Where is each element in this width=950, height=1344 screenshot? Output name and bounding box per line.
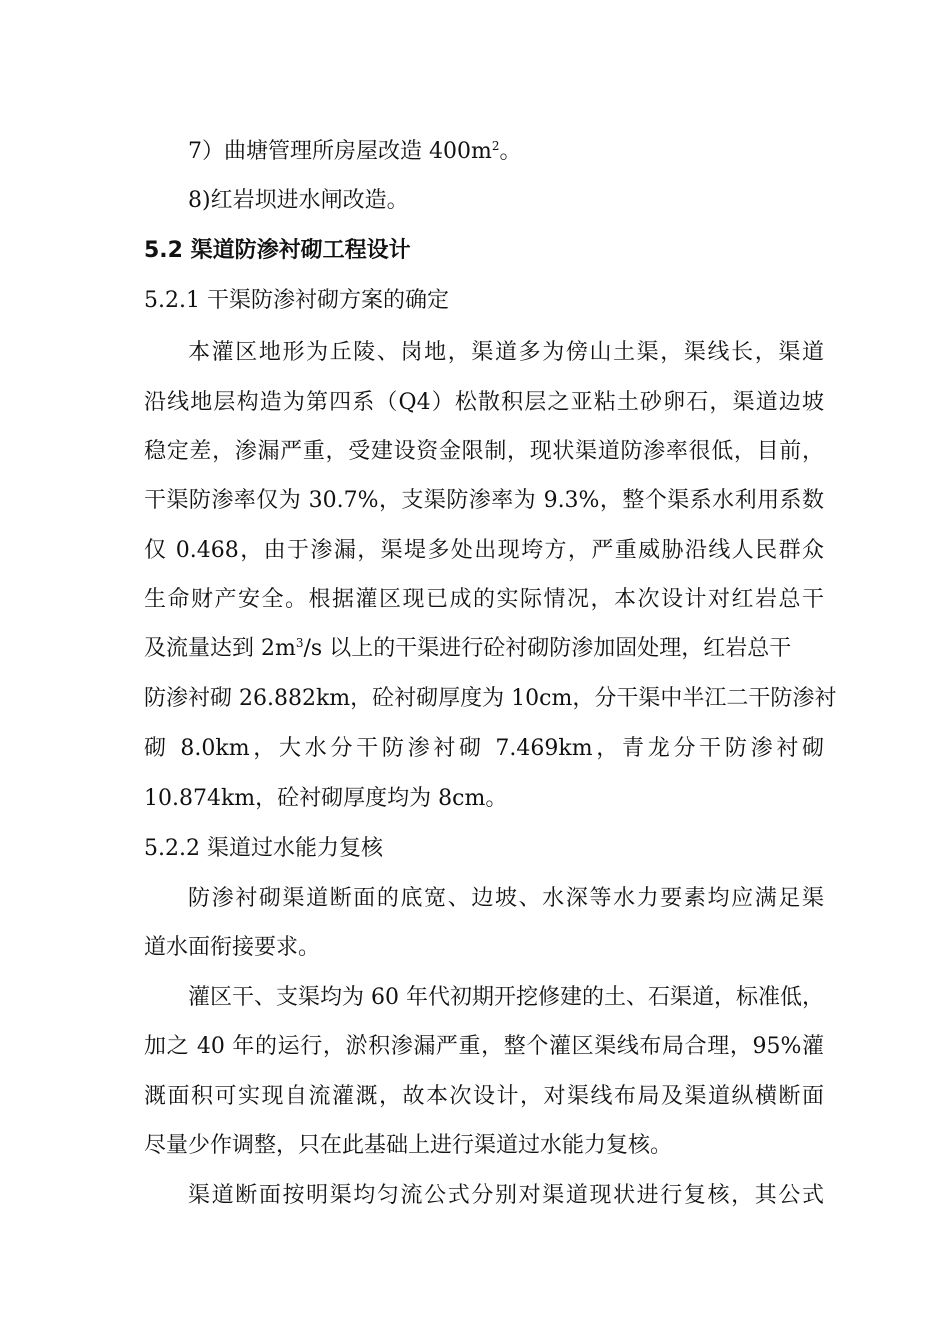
flow-superscript: 3 [295, 636, 304, 650]
paragraph-line: 干渠防渗率仅为 30.7%，支渠防渗率为 9.3%，整个渠系水利用系数 [144, 488, 824, 513]
paragraph-line: 生命财产安全。根据灌区现已成的实际情况，本次设计对红岩总干 [144, 587, 824, 612]
item-7-text: 7）曲塘管理所房屋改造 400m [188, 139, 492, 164]
flow-text-b: /s 以上的干渠进行砼衬砌防渗加固处理，红岩总干 [303, 636, 792, 661]
section-heading-5-2: 5.2 渠道防渗衬砌工程设计 [144, 238, 411, 263]
paragraph-line: 10.874km，砼衬砌厚度均为 8cm。 [144, 786, 508, 811]
flow-text-a: 及流量达到 2m [144, 636, 296, 661]
paragraph-line: 道水面衔接要求。 [144, 935, 321, 960]
paragraph-line: 防渗衬砌 26.882km，砼衬砌厚度为 10cm，分干渠中半江二干防渗衬 [144, 686, 837, 711]
paragraph-line: 渠道断面按明渠均匀流公式分别对渠道现状进行复核，其公式 [188, 1183, 824, 1208]
paragraph-line: 稳定差，渗漏严重，受建设资金限制，现状渠道防渗率很低，目前， [144, 439, 824, 464]
item-7-end: 。 [499, 139, 522, 164]
paragraph-line: 沿线地层构造为第四系（Q4）松散积层之亚粘土砂卵石，渠道边坡 [144, 390, 824, 415]
item-7 [188, 137, 824, 167]
paragraph-line: 尽量少作调整，只在此基础上进行渠道过水能力复核。 [144, 1133, 673, 1158]
paragraph-line: 溉面积可实现自流灌溉，故本次设计，对渠线布局及渠道纵横断面 [144, 1084, 824, 1109]
paragraph-line: 灌区干、支渠均为 60 年代初期开挖修建的土、石渠道，标准低， [188, 985, 824, 1010]
paragraph-line: 砌 8.0km，大水分干防渗衬砌 7.469km，青龙分干防渗衬砌 [144, 736, 824, 761]
item-8: 8)红岩坝进水闸改造。 [188, 188, 409, 213]
paragraph-line: 本灌区地形为丘陵、岗地，渠道多为傍山土渠，渠线长，渠道 [188, 340, 824, 365]
paragraph-line [144, 634, 824, 664]
subsection-heading-5-2-1: 5.2.1 干渠防渗衬砌方案的确定 [144, 288, 449, 313]
item-7-superscript: 2 [491, 139, 500, 153]
paragraph-line: 防渗衬砌渠道断面的底宽、边坡、水深等水力要素均应满足渠 [188, 886, 824, 911]
paragraph-line: 加之 40 年的运行，淤积渗漏严重，整个灌区渠线布局合理，95%灌 [144, 1034, 824, 1059]
paragraph-line: 仅 0.468，由于渗漏，渠堤多处出现垮方，严重威胁沿线人民群众 [144, 538, 824, 563]
subsection-heading-5-2-2: 5.2.2 渠道过水能力复核 [144, 836, 383, 861]
